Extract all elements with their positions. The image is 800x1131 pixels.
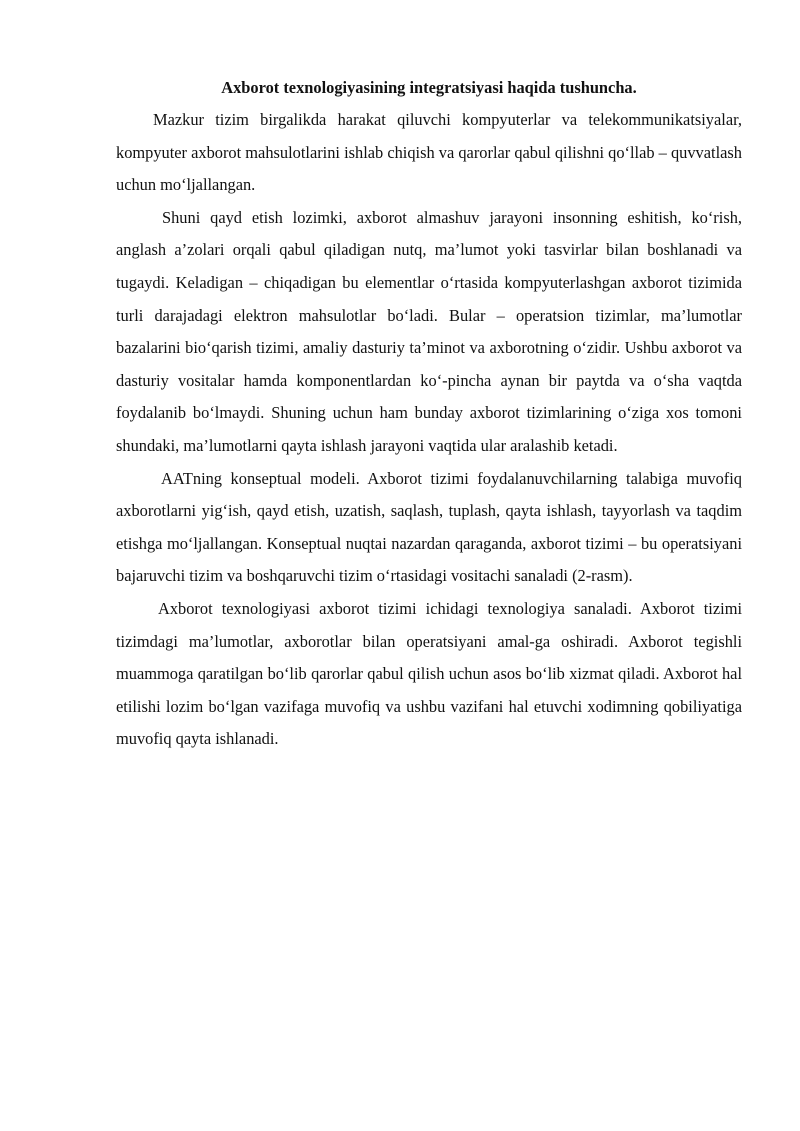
document-title: Axborot texnologiyasining integratsiyasi haqida tushuncha. — [221, 78, 637, 97]
document-page — [116, 74, 742, 756]
paragraph-conceptual-model: AATning konseptual modeli. Axborot tizimi foydalanuvchilarning talabiga muvofiq axborotlarni yig‘ish, qayd etish, uzatish, saqlash, tuplash, qayta ishlash, tayyorlash va taqdim etishga mo‘ljallangan. Konseptual nuqtai nazardan qaraganda, axborot tizimi – bu operatsiyani bajaruvchi tizim va boshqaruvchi tizim o‘rtasidagi vositachi sanaladi (2-rasm). — [116, 468, 742, 586]
paragraph-intro: Mazkur tizim birgalikda harakat qiluvchi kompyuterlar va telekommunikatsiyalar, kompyuter axborot mahsulotlarini ishlab chiqish va qarorlar qabul qilishni qo‘llab – quvvatlash uchun mo‘ljallangan. — [116, 110, 742, 195]
paragraph-information-exchange: Shuni qayd etish lozimki, axborot almashuv jarayoni insonning eshitish, ko‘rish, anglash a’zolari orqali qabul qiladigan nutq, ma’lumot yoki tasvirlar bilan boshlanadi va tugaydi. Keladigan – chiqadigan bu elementlar o‘rtasida kompyuterlashgan axborot tizimida turli darajadagi elektron mahsulotlar bo‘ladi. Bular – operatsion tizimlar, ma’lumotlar bazalarini bio‘qarish tizimi, amaliy dasturiy ta’minot va axborotning o‘zidir. Ushbu axborot va dasturiy vositalar hamda komponentlardan ko‘-pincha aynan bir paytda va o‘sha vaqtda foydalanib bo‘lmaydi. Shuning uchun ham bunday axborot tizimlarining o‘ziga xos tomoni shundaki, ma’lumotlarni qayta ishlash jarayoni vaqtida ular aralashib ketadi. — [116, 207, 742, 455]
paragraph-information-technology: Axborot texnologiyasi axborot tizimi ichidagi texnologiya sanaladi. Axborot tizimi tizimdagi ma’lumotlar, axborotlar bilan operatsiyani amal-ga oshiradi. Axborot tegishli muammoga qaratilgan bo‘lib qarorlar qabul qilish uchun asos bo‘lib xizmat qiladi. Axborot hal etilishi lozim bo‘lgan vazifaga muvofiq va ushbu vazifani hal etuvchi xodimning qobiliyatiga muvofiq qayta ishlanadi. — [116, 598, 742, 749]
